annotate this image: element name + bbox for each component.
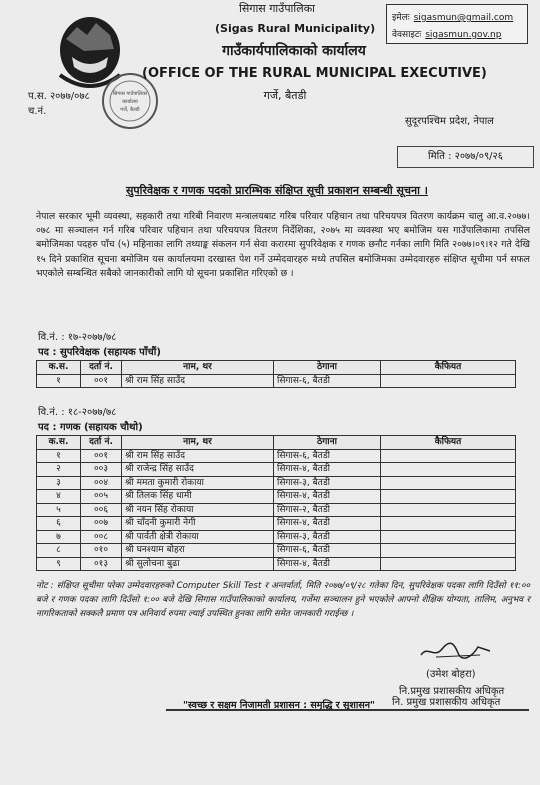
cell-reg: ०१३ xyxy=(81,557,122,571)
col-reg: दर्ता नं. xyxy=(81,436,122,450)
cell-address: सिगास-४, बैतडी xyxy=(274,463,381,477)
cell-remarks xyxy=(381,517,516,531)
cell-name: श्री पार्वती क्षेत्री रोकाया xyxy=(122,530,274,544)
col-sn: क.स. xyxy=(37,436,81,450)
cell-sn: २ xyxy=(37,463,81,477)
cell-reg: ००५ xyxy=(81,490,122,504)
table-header-row xyxy=(37,361,516,375)
cell-name: श्री घनश्याम बोहरा xyxy=(122,544,274,558)
cell-remarks xyxy=(381,449,516,463)
cell-address: सिगास-६, बैतडी xyxy=(274,544,381,558)
cell-name: श्री तिलक सिंह धामी xyxy=(122,490,274,504)
cell-address: सिगास-६, बैतडी xyxy=(274,374,381,388)
website-link[interactable]: sigasmun.gov.np xyxy=(425,30,502,40)
signature-icon xyxy=(418,641,493,661)
col-remarks: कैफियत xyxy=(381,361,516,375)
signatory-name: (उमेश बोहरा) xyxy=(426,669,476,680)
col-address: ठेगाना xyxy=(274,436,381,450)
header-municipality-nepali: सिगास गाउँपालिका xyxy=(238,2,316,15)
website-row xyxy=(392,27,501,40)
col-name: नाम, थर xyxy=(122,436,274,450)
header-office-nepali: गाउँकार्यपालिकाको कार्यालय xyxy=(222,43,366,59)
cell-name: श्री चाँदनी कुमारी नेगी xyxy=(122,517,274,531)
svg-text:गर्जे, बैतडी: गर्जे, बैतडी xyxy=(120,107,140,113)
cell-address: सिगास-४, बैतडी xyxy=(274,557,381,571)
email-link[interactable]: sigasmun@gmail.com xyxy=(413,13,514,23)
cell-remarks xyxy=(381,544,516,558)
table-row xyxy=(37,557,516,571)
footer-rule xyxy=(166,709,529,711)
cell-name: श्री राजेन्द्र सिंह साउँद xyxy=(122,463,274,477)
cell-name: श्री राम सिंह साउँद xyxy=(122,374,274,388)
email-label: इमेलः xyxy=(392,13,410,23)
cell-reg: ००८ xyxy=(81,530,122,544)
supervisor-adv-number: वि.नं. : १७-२०७७/७८ xyxy=(38,332,117,343)
cell-reg: ००७ xyxy=(81,517,122,531)
col-name: नाम, थर xyxy=(122,361,274,375)
table-row xyxy=(37,463,516,477)
table-row xyxy=(37,476,516,490)
header-office-english: (OFFICE OF THE RURAL MUNICIPAL EXECUTIVE) xyxy=(142,66,487,81)
cell-sn: १ xyxy=(37,449,81,463)
cell-remarks xyxy=(381,476,516,490)
table-row xyxy=(37,530,516,544)
supervisor-post-label: पद : सुपरिवेक्षक (सहायक पाँचौं) xyxy=(38,347,161,358)
col-remarks: कैफियत xyxy=(381,436,516,450)
cell-address: सिगास-४, बैतडी xyxy=(274,490,381,504)
cell-reg: ००६ xyxy=(81,503,122,517)
note-paragraph: नोट : संक्षिप्त सूचीमा परेका उम्मेदवारहरुको Computer Skill Test र अन्तर्वार्ता, मिति २०७७/०९/२८ गतेका दिन, सुपरिवेक्षक पदका लागि दिउँसो ११:०० बजे र गणक पदका लागि दिउँसो १:०० बजे देखि सिगास गाउँपालिकाको कार्यालय, गर्जेमा सञ्चालन हुने भएकोले आफ्नो शैक्षिक योग्यता, तालिम, अनुभव र नागरिकताको सक्कलै प्रमाण पत्र अनिवार्य रुपमा ल्याई उपस्थित हुनका लागि समेत जानकारी गराईन्छ । xyxy=(36,581,530,619)
table-row xyxy=(37,503,516,517)
dispatch-number: च.नं. xyxy=(28,106,47,117)
table-row xyxy=(37,544,516,558)
cell-sn: ८ xyxy=(37,544,81,558)
enumerator-table xyxy=(36,435,516,571)
header-municipality-english: (Sigas Rural Municipality) xyxy=(215,22,376,35)
col-reg: दर्ता नं. xyxy=(81,361,122,375)
table-row xyxy=(37,449,516,463)
cell-reg: ००१ xyxy=(81,374,122,388)
cell-address: सिगास-२, बैतडी xyxy=(274,503,381,517)
table-row xyxy=(37,374,516,388)
signatory-title: नि.प्रमुख प्रशासकीय अधिकृत xyxy=(399,686,505,697)
enumerator-adv-number: वि.नं. : १८-२०७७/७८ xyxy=(38,407,117,418)
cell-address: सिगास-३, बैतडी xyxy=(274,476,381,490)
notice-paragraph: नेपाल सरकार भूमी व्यवस्था, सहकारी तथा गरिबी निवारण मन्त्रालयबाट गरिब परिवार पहिचान तथा परिचयपत्र वितरण कार्यक्रम चालु आ.व.२०७७।०७८ मा सञ्चालन गर्न गरिब परिवार पहिचान तथा परिचयपत्र वितरण निर्देशिका, २०७५ मा व्यवस्था भए बमोजिम यस गाउँपालिकामा तपसिल बमोजिमका पदहरु पाँच (५) महिनाका लागि तथ्याङ्क संकलन गर्न सेवा करारमा सुपरिवेक्षक र गणक छनौट गर्नका लागि मिति २०७७।०९।१२ गते देखि १५ दिने प्रकाशित सूचना बमोजिम यस कार्यालयमा दरखास्त पेश गर्ने उम्मेदवारहरु मध्ये तपसिल बमोजिमका उम्मेदवारहरु संक्षिप्त सूचीमा पर्न सफल भएकोले सम्बन्धित सबैको जानकारीको लागि यो सूचना प्रकाशित गरिएको छ । xyxy=(36,211,530,279)
signatory-title-secondary: नि. प्रमुख प्रशासकीय अधिकृत xyxy=(392,697,501,708)
cell-address: सिगास-४, बैतडी xyxy=(274,517,381,531)
contact-box xyxy=(386,4,528,44)
reference-number: प.स. २०७७/०७८ xyxy=(28,91,90,102)
cell-remarks xyxy=(381,557,516,571)
cell-remarks xyxy=(381,503,516,517)
date-box: मिति : २०७७/०९/२६ xyxy=(397,146,534,168)
cell-reg: ००४ xyxy=(81,476,122,490)
svg-text:कार्यालय: कार्यालय xyxy=(122,99,138,105)
cell-sn: ९ xyxy=(37,557,81,571)
cell-sn: ३ xyxy=(37,476,81,490)
notice-title: सुपरिवेक्षक र गणक पदको प्रारम्भिक संक्षिप्त सूची प्रकाशन सम्बन्धी सूचना । xyxy=(126,184,428,197)
slogan: "स्वच्छ र सक्षम निजामती प्रशासन : समृद्धि र सुशासन" xyxy=(183,700,375,711)
cell-name: श्री ममता कुमारी रोकाया xyxy=(122,476,274,490)
province-line: सुदूरपश्चिम प्रदेश, नेपाल xyxy=(405,116,494,127)
cell-sn: ६ xyxy=(37,517,81,531)
cell-remarks xyxy=(381,374,516,388)
cell-reg: ०१० xyxy=(81,544,122,558)
cell-name: श्री नयन सिंह रोकाया xyxy=(122,503,274,517)
cell-address: सिगास-६, बैतडी xyxy=(274,449,381,463)
cell-reg: ००३ xyxy=(81,463,122,477)
supervisor-table xyxy=(36,360,516,388)
cell-name: श्री राम सिंह साउँद xyxy=(122,449,274,463)
svg-text:सिगास गाउँपालिका: सिगास गाउँपालिका xyxy=(112,91,148,97)
cell-sn: ४ xyxy=(37,490,81,504)
table-row xyxy=(37,517,516,531)
cell-name: श्री सुलोचना बुढा xyxy=(122,557,274,571)
cell-address: सिगास-३, बैतडी xyxy=(274,530,381,544)
col-address: ठेगाना xyxy=(274,361,381,375)
table-header-row xyxy=(37,436,516,450)
col-sn: क.स. xyxy=(37,361,81,375)
cell-sn: ५ xyxy=(37,503,81,517)
cell-remarks xyxy=(381,463,516,477)
cell-reg: ००१ xyxy=(81,449,122,463)
cell-remarks xyxy=(381,490,516,504)
cell-remarks xyxy=(381,530,516,544)
header-address: गर्जे, बैतडी xyxy=(263,89,307,102)
cell-sn: ७ xyxy=(37,530,81,544)
website-label: वेवसाइटः xyxy=(392,30,422,40)
enumerator-post-label: पद : गणक (सहायक चौथो) xyxy=(38,422,143,433)
cell-sn: १ xyxy=(37,374,81,388)
email-row xyxy=(392,10,513,23)
table-row xyxy=(37,490,516,504)
